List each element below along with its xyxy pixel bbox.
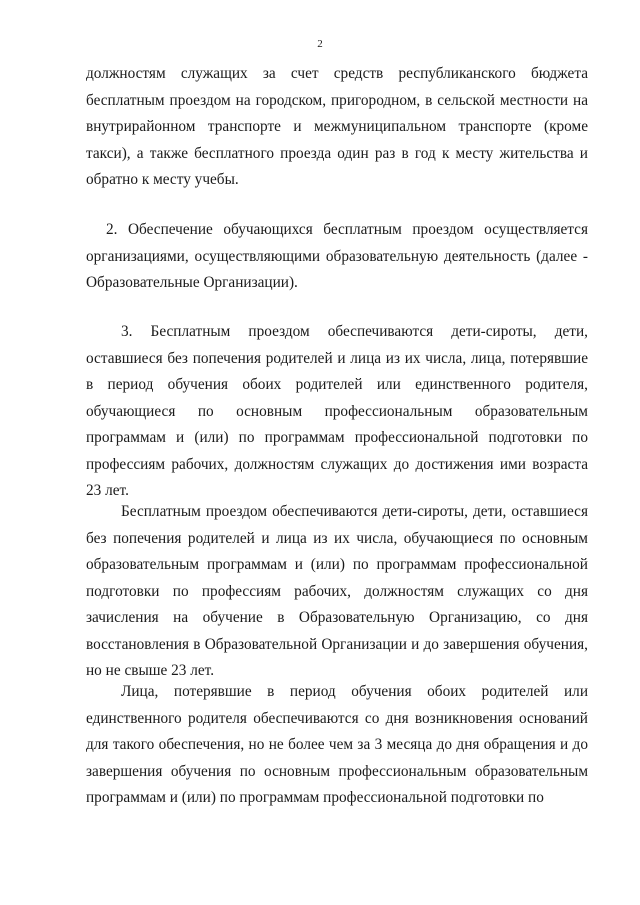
- paragraph-clause-2: 2. Обеспечение обучающихся бесплатным проездом осуществляется организациями, осуществляющими образовательную деятельность (далее - Образовательные Организации).: [86, 221, 588, 291]
- paragraph-clause-3: 3. Бесплатным проездом обеспечиваются дети-сироты, дети, оставшиеся без попечения родителей и лица из их числа, лица, потерявшие в период обучения обоих родителей или единственного родителя, обучающиеся по основным профессиональным образовательным программам и (или) по программам профессиональной подготовки по профессиям рабочих, должностям служащих до достижения ими возраста 23 лет.: [86, 323, 588, 499]
- paragraph-lost-parents-provision: Лица, потерявшие в период обучения обоих родителей или единственного родителя обеспечиваются со дня возникновения оснований для такого обеспечения, но не более чем за 3 месяца до дня обращения и до завершения обучения по основным профессиональным образовательным программам и (или) по программам профессиональной подготовки по: [86, 683, 588, 806]
- paragraph-orphans-provision: Бесплатным проездом обеспечиваются дети-сироты, дети, оставшиеся без попечения родителей и лица из их числа, обучающиеся по основным образовательным программам и (или) по программам профессиональной подготовки по профессиям рабочих, должностям служащих со дня зачисления на обучение в Образовательную Организацию, со дня восстановления в Образовательной Организации и до завершения обучения, но не свыше 23 лет.: [86, 503, 588, 679]
- page-number: 2: [317, 38, 323, 50]
- paragraph-continuation: должностям служащих за счет средств республиканского бюджета бесплатным проездом на городском, пригородном, в сельской местности на внутрирайонном транспорте и межмуниципальном транспорте (кроме такси), а также бесплатного проезда один раз в год к месту жительства и обратно к месту учебы.: [86, 65, 588, 188]
